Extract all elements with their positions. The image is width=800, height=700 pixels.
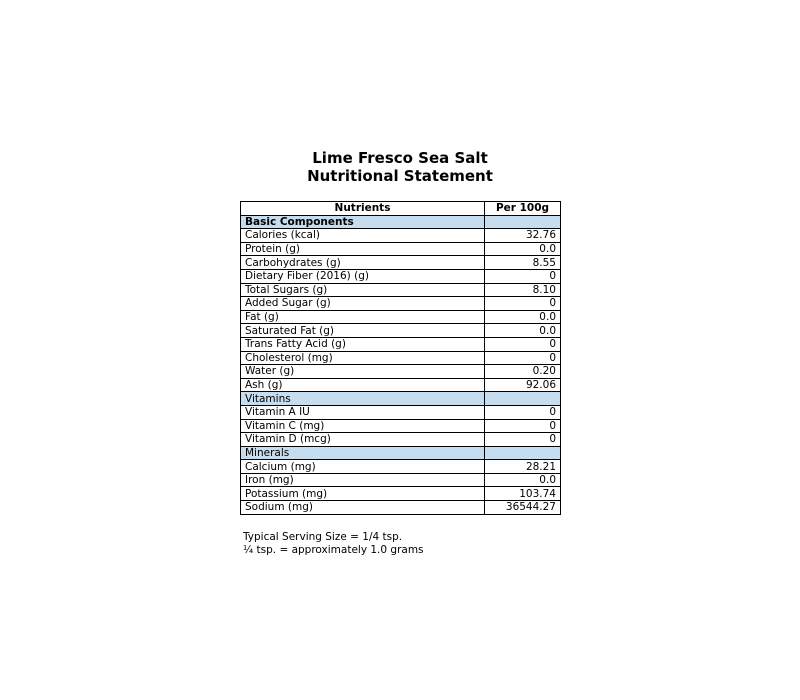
nutrient-value: 0 [485, 433, 561, 447]
nutrient-name: Vitamin D (mcg) [241, 433, 485, 447]
table-row [241, 269, 561, 283]
nutrition-table [240, 201, 561, 515]
nutrient-name: Potassium (mg) [241, 487, 485, 501]
section-label: Vitamins [241, 392, 485, 406]
table-row [241, 324, 561, 338]
section-header-row [241, 446, 561, 460]
table-row [241, 365, 561, 379]
nutrient-value: 0.20 [485, 365, 561, 379]
nutrient-value: 0.0 [485, 473, 561, 487]
section-label: Basic Components [241, 215, 485, 229]
nutrient-name: Carbohydrates (g) [241, 256, 485, 270]
nutrient-value: 0 [485, 337, 561, 351]
document-title [0, 149, 800, 185]
nutrient-name: Added Sugar (g) [241, 297, 485, 311]
nutrient-value: 8.55 [485, 256, 561, 270]
nutrient-value: 0.0 [485, 310, 561, 324]
nutrient-name: Calories (kcal) [241, 229, 485, 243]
nutrient-value: 0 [485, 419, 561, 433]
nutrient-name: Water (g) [241, 365, 485, 379]
nutrient-value: 32.76 [485, 229, 561, 243]
nutrient-value: 92.06 [485, 378, 561, 392]
nutrient-name: Fat (g) [241, 310, 485, 324]
nutrient-value: 0 [485, 269, 561, 283]
table-row [241, 310, 561, 324]
nutrient-value: 0 [485, 405, 561, 419]
statement-title: Nutritional Statement [307, 167, 493, 185]
nutrient-name: Iron (mg) [241, 473, 485, 487]
table-row [241, 351, 561, 365]
nutrient-name: Dietary Fiber (2016) (g) [241, 269, 485, 283]
nutrient-value: 36544.27 [485, 501, 561, 515]
header-per-100g: Per 100g [485, 202, 561, 216]
table-row [241, 501, 561, 515]
nutrient-value: 8.10 [485, 283, 561, 297]
table-row [241, 242, 561, 256]
nutrient-name: Vitamin A IU [241, 405, 485, 419]
nutrient-value: 0.0 [485, 242, 561, 256]
table-row [241, 433, 561, 447]
nutrient-name: Vitamin C (mg) [241, 419, 485, 433]
table-row [241, 378, 561, 392]
table-row [241, 405, 561, 419]
nutrient-value: 0.0 [485, 324, 561, 338]
footnotes [243, 531, 424, 556]
nutrient-value: 103.74 [485, 487, 561, 501]
section-empty-cell [485, 446, 561, 460]
section-label: Minerals [241, 446, 485, 460]
nutrient-name: Calcium (mg) [241, 460, 485, 474]
section-empty-cell [485, 392, 561, 406]
table-row [241, 337, 561, 351]
serving-size-note: Typical Serving Size = 1/4 tsp. [243, 531, 403, 543]
product-name: Lime Fresco Sea Salt [312, 149, 488, 167]
table-row [241, 473, 561, 487]
table-row [241, 256, 561, 270]
section-header-row [241, 392, 561, 406]
table-row [241, 297, 561, 311]
header-nutrients: Nutrients [241, 202, 485, 216]
table-row [241, 283, 561, 297]
nutrient-value: 28.21 [485, 460, 561, 474]
section-header-row [241, 215, 561, 229]
table-row [241, 487, 561, 501]
nutrient-name: Sodium (mg) [241, 501, 485, 515]
nutrient-value: 0 [485, 297, 561, 311]
table-body [241, 215, 561, 514]
table-row [241, 460, 561, 474]
nutrient-name: Cholesterol (mg) [241, 351, 485, 365]
nutrient-name: Ash (g) [241, 378, 485, 392]
section-empty-cell [485, 215, 561, 229]
nutrient-name: Total Sugars (g) [241, 283, 485, 297]
table-row [241, 229, 561, 243]
nutrient-name: Saturated Fat (g) [241, 324, 485, 338]
nutrient-name: Protein (g) [241, 242, 485, 256]
nutrient-value: 0 [485, 351, 561, 365]
table-row [241, 419, 561, 433]
serving-weight-note: ¼ tsp. = approximately 1.0 grams [243, 543, 424, 556]
table-header-row [241, 202, 561, 216]
nutrient-name: Trans Fatty Acid (g) [241, 337, 485, 351]
